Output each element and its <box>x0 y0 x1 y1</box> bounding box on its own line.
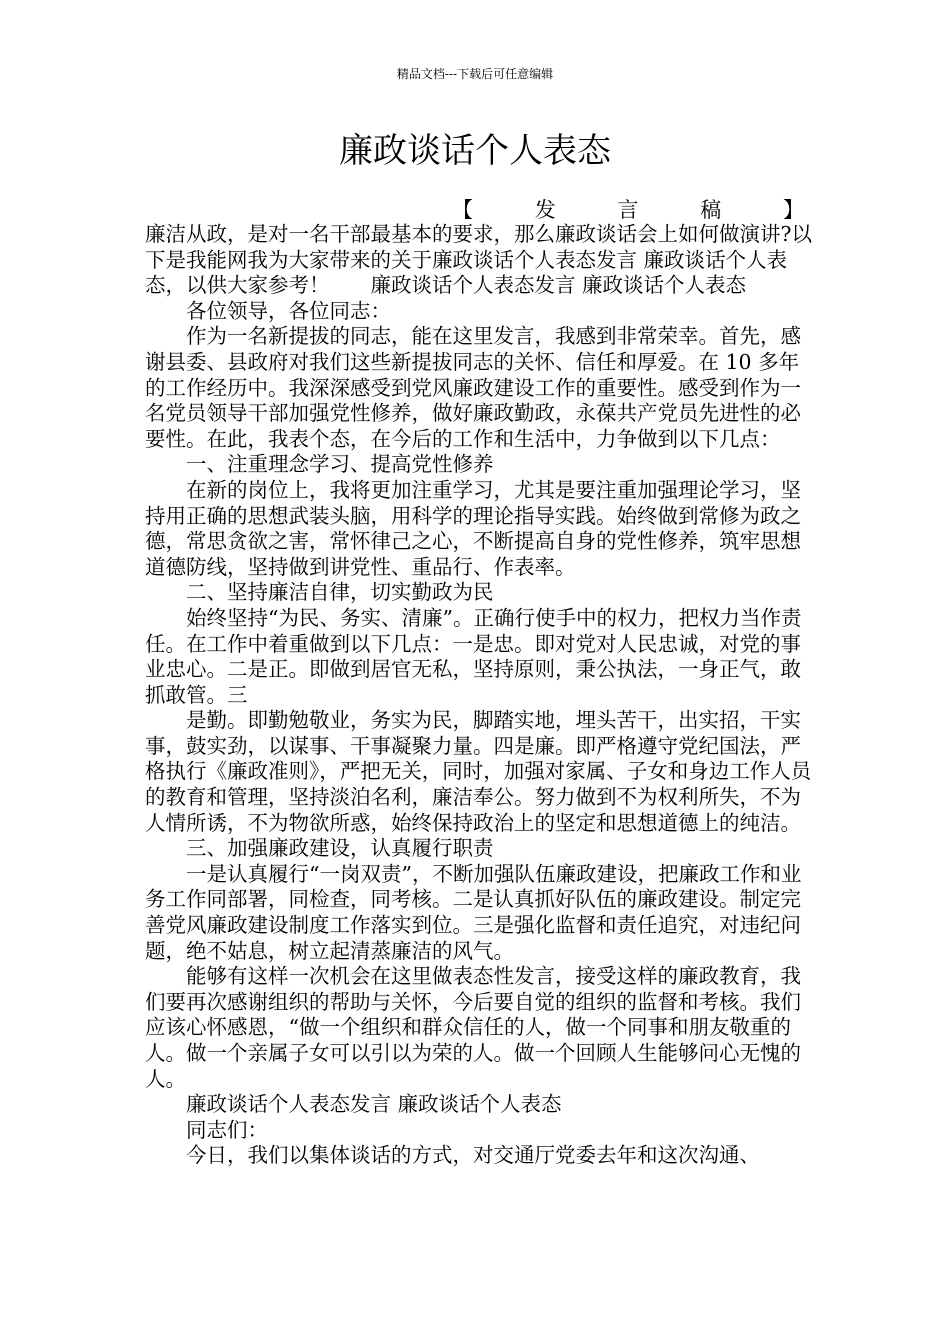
paragraph-greeting: 各位领导，各位同志： <box>186 298 391 323</box>
subtitle-char: 稿 <box>700 198 722 222</box>
section-heading: 二、坚持廉洁自律，切实勤政为民 <box>186 580 494 605</box>
paragraph: 在新的岗位上，我将更加注重学习，尤其是要注重加强理论学习，坚持用正确的思想武装头脑，用科学的理论指导实践。始终做到常修为政之德，常思贪欲之害，常怀律己之心，不断提高自身的党性修养，筑牢思想道德防线，坚持做到讲党性、重品行、作表率。 <box>145 477 801 579</box>
section-heading: 三、加强廉政建设，认真履行职责 <box>186 836 494 861</box>
paragraph-intro: 廉洁从政，是对一名干部最基本的要求，那么廉政谈话会上如何做演讲?以下是我能网我为大家带来的关于廉政谈话个人表态发言 廉政谈话个人表态，以供大家参考！ 廉政谈话个人表态发言 廉政谈话个人表态 <box>145 222 812 298</box>
paragraph: 是勤。即勤勉敬业，务实为民，脚踏实地，埋头苦干，出实招，干实事，鼓实劲，以谋事、干事凝聚力量。四是廉。即严格遵守党纪国法，严格执行《廉政准则》，严把无关，同时，加强对家属、子女和身边工作人员的教育和管理，坚持淡泊名利，廉洁奉公。努力做到不为权利所失，不为人情所诱，不为物欲所惑，始终保持政治上的坚定和思想道德上的纯洁。 <box>145 708 812 835</box>
paragraph: 一是认真履行“一岗双责”，不断加强队伍廉政建设，把廉政工作和业务工作同部署，同检查，同考核。二是认真抓好队伍的廉政建设。制定完善党风廉政建设制度工作落实到位。三是强化监督和责任追究，对违纪问题，绝不姑息，树立起清蒸廉洁的风气。 <box>145 861 802 963</box>
subtitle-bracket-right: 】 <box>783 198 804 222</box>
paragraph: 始终坚持“为民、务实、清廉”。正确行使手中的权力，把权力当作责任。在工作中着重做到以下几点：一是忠。即对党对人民忠诚，对党的事业忠心。二是正。即做到居官无私，坚持原则，秉公执法，一身正气，敢抓敢管。三 <box>145 605 802 707</box>
paragraph: 今日，我们以集体谈话的方式，对交通厅党委去年和这次沟通、 <box>186 1143 760 1168</box>
paragraph: 能够有这样一次机会在这里做表态性发言，接受这样的廉政教育，我们要再次感谢组织的帮助与关怀，今后要自觉的组织的监督和考核。我们应该心怀感恩，“做一个组织和群众信任的人，做一个同事和朋友敬重的人。做一个亲属子女可以引以为荣的人。做一个回顾人生能够问心无愧的人。 <box>145 964 801 1091</box>
subtitle-char: 发 <box>534 198 556 222</box>
header-note: 精品文档---下载后可任意编辑 <box>396 67 554 81</box>
document-title: 廉政谈话个人表态 <box>339 131 611 171</box>
section-heading: 廉政谈话个人表态发言 廉政谈话个人表态 <box>186 1092 562 1117</box>
section-heading: 一、注重理念学习、提高党性修养 <box>186 452 494 477</box>
subtitle <box>452 196 804 224</box>
paragraph: 作为一名新提拔的同志，能在这里发言，我感到非常荣幸。首先，感谢县委、县政府对我们这些新提拔同志的关怀、信任和厚爱。在 10 多年的工作经历中。我深深感受到党风廉政建设工作的重要性。感受到作为一名党员领导干部加强党性修养，做好廉政勤政，永葆共产党员先进性的必要性。在此，我表个态，在今后的工作和生活中，力争做到以下几点： <box>145 324 801 451</box>
subtitle-char: 言 <box>617 198 639 222</box>
subtitle-bracket-left: 【 <box>452 198 473 222</box>
document-body <box>145 222 813 1169</box>
paragraph-greeting: 同志们： <box>186 1117 268 1142</box>
